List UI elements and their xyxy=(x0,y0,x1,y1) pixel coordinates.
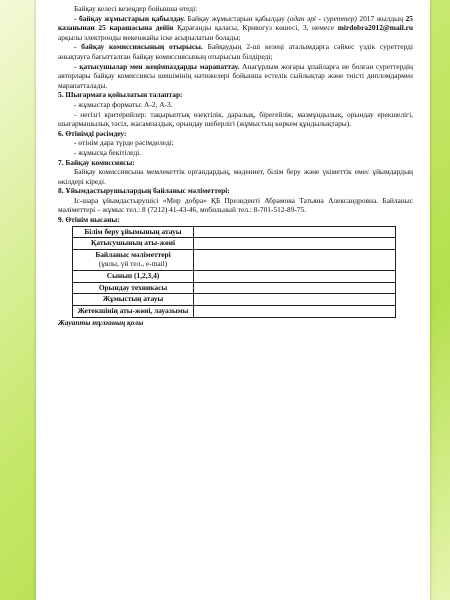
table-row xyxy=(73,270,396,282)
section-5-heading: 5. Шығармаға қойылатын талаптар: xyxy=(58,90,183,100)
section-5-line-1: - жұмыстар форматы: А-2, А-3. xyxy=(74,99,173,109)
section-9-heading: 9. Өтінім нысаны: xyxy=(58,215,120,225)
form-field-contacts[interactable] xyxy=(194,250,396,271)
section-6-line-1: - өтінім дара түрде рәсімделеді; xyxy=(74,138,174,148)
form-field-grade[interactable] xyxy=(194,270,396,282)
stage-3-title: - қатысушылар мен жеңімпаздарды марапаттау. xyxy=(74,61,240,71)
stage-1-title: - байқау жұмыстарын қабылдау. xyxy=(74,13,186,23)
section-7-text: Байқау комиссиясына мемлекеттік органдардың, мәдениет, білім беру және үкіметтік емес ұйымдардың өкілдері кіреді. xyxy=(58,167,413,186)
table-row xyxy=(73,294,396,306)
application-form-table xyxy=(72,226,396,318)
stage-2-paragraph: - байқау комиссиясының отырысы. Байқаудың 2-ші кезеңі аталымдарға сәйкес үздік суреттерді анықтауға бағытталған байқау комиссиясының отырысын білдіреді; xyxy=(58,42,413,61)
document-body xyxy=(58,4,413,328)
section-6-line-2: - жұмысқа бекітіледі. xyxy=(74,147,142,157)
table-row xyxy=(73,250,396,271)
form-label: Білім беру ұйымының атауы xyxy=(73,226,194,238)
form-label: Сынып (1,2,3,4) xyxy=(73,270,194,282)
email-link[interactable]: mirdobra2012@mail.ru xyxy=(337,23,413,33)
signature-label: Жауапты тұлғаның қолы xyxy=(58,318,144,328)
form-label: Байланыс мәліметтері (ұялы, үй тел., e-mail) xyxy=(73,250,194,271)
form-label: Жетекшінің аты-жөні, лауазымы xyxy=(73,306,194,318)
section-8-heading: 8. Ұйымдастырушылардың байланыс мәліметтері: xyxy=(58,186,230,196)
table-row xyxy=(73,306,396,318)
stage-2-title: - байқау комиссиясының отырысы. xyxy=(74,42,203,52)
section-5-line-2: - негізгі критерийлер: тақырыптық өзектілік, даралық, бірегейлік, мазмұндылық, орындау ерекшелігі, шығармашылық тәсіл, жасампаздық, орындау шеберлігі (жұмыстың көркем құндылықтары). xyxy=(58,109,413,129)
document-page xyxy=(36,0,430,600)
form-label: Жұмыстың атауы xyxy=(73,294,194,306)
form-field-supervisor[interactable] xyxy=(194,306,396,318)
form-field-org[interactable] xyxy=(194,226,396,238)
intro-text: Байқау келесі кезеңдер бойынша өтеді: xyxy=(74,4,198,13)
section-6-heading: 6. Өтінімді рәсімдеу: xyxy=(58,128,127,138)
form-field-technique[interactable] xyxy=(194,282,396,294)
form-field-work-title[interactable] xyxy=(194,294,396,306)
section-8-text: Іс-шара ұйымдастырушісі «Мир добра» ҚБ Президенті Абрамова Татьяна Александровна. Байланыс мәліметтері – жұмыс тел.: 8 (7212) 41-43-46, мобильный тел.: 8-701-512-89-75. xyxy=(58,195,413,215)
section-7-heading: 7. Байқау комиссиясы: xyxy=(58,157,135,167)
form-label: Орындау техникасы xyxy=(73,282,194,294)
stage-3-paragraph: - қатысушылар мен жеңімпаздарды марапаттау. Анағұрлым жоғары ұпайларға ие болған суреттердің авторлары байқау комиссиясы шешімінің нәтижелері бойынша естелік сыйлықтар және тиісті дипломдармен марапатталады. xyxy=(58,61,413,90)
stage-1-paragraph: - байқау жұмыстарын қабылдау. Байқау жұмыстарын қабылдау (одан әрі - суреттер) 2017 жылдың 25 казанынан 25 карашасына дейін Қарағанды қаласы, Кривогуз көшесі, 3, немесе mirdobra2012@mail.ru арқылы электронды мекенжайы іске асырылатын болады; xyxy=(58,13,413,42)
table-row xyxy=(73,226,396,238)
form-label: Қатысушының аты-жөні xyxy=(73,238,194,250)
table-row xyxy=(73,238,396,250)
table-row xyxy=(73,282,396,294)
form-field-participant[interactable] xyxy=(194,238,396,250)
